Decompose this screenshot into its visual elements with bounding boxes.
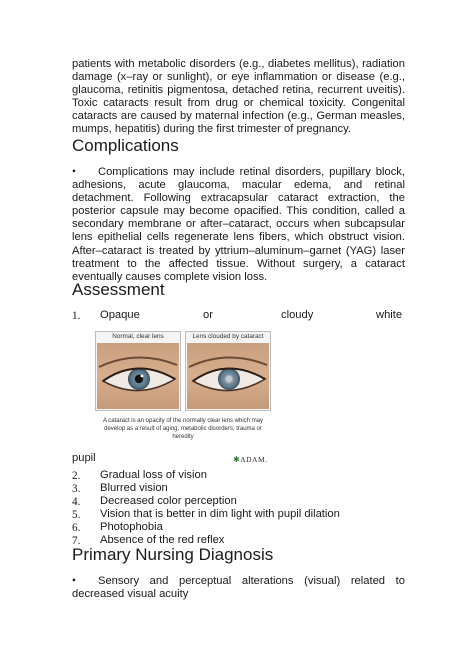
nursing-diagnosis-heading: Primary Nursing Diagnosis	[72, 545, 274, 564]
list-item: Vision that is better in dim light with pupil dilation	[100, 508, 340, 520]
complications-heading: Complications	[72, 136, 179, 155]
intro-paragraph: patients with metabolic disorders (e.g., diabetes mellitus), radiation damage (x–ray or sunlight), or eye inflammation or disease (e.g., glaucoma, retinitis pigmentosa, detached retina, recurrent uveitis). Toxic cataracts result from drug or chemical toxicity. Congenital cataracts are caused by maternal infection (e.g., German measles, mumps, hepatitis) during the first trimester of pregnancy.	[72, 58, 405, 136]
list-item: Photophobia	[100, 521, 163, 533]
cataract-eye-image	[187, 343, 269, 409]
assessment-heading: Assessment	[72, 280, 165, 299]
nursing-diagnosis-paragraph	[72, 575, 405, 601]
list-number: 4.	[72, 496, 81, 508]
adam-star-icon: ✱	[233, 455, 241, 464]
list-item: Decreased color perception	[100, 495, 237, 507]
item1-word-2: or	[203, 309, 213, 321]
list-item: Blurred vision	[100, 482, 168, 494]
item1-continuation: pupil	[72, 452, 96, 464]
list-item: Absence of the red reflex	[100, 534, 225, 546]
list-number: 5.	[72, 509, 81, 521]
list-item: Gradual loss of vision	[100, 469, 207, 481]
list-number: 3.	[72, 483, 81, 495]
list-number: 7.	[72, 535, 81, 547]
normal-eye-panel	[95, 331, 181, 411]
list-number: 1.	[72, 310, 81, 322]
bullet-icon: •	[72, 575, 76, 587]
bullet-icon: •	[72, 166, 76, 178]
normal-eye-image	[97, 343, 179, 409]
cataract-figure	[95, 331, 271, 447]
list-number: 6.	[72, 522, 81, 534]
figure-caption: A cataract is an opacity of the normally clear lens which may develop as a result of aging, metabolic disorders, trauma or heredity	[102, 418, 264, 440]
complications-paragraph	[72, 166, 405, 284]
item1-word-4: white	[376, 309, 403, 321]
clouded-lens-label: Lens clouded by cataract	[192, 333, 264, 340]
item1-word-1: Opaque	[100, 309, 140, 321]
cataract-eye-panel	[185, 331, 271, 411]
nursing-diagnosis-text: Sensory and perceptual alterations (visual) related to decreased visual acuity	[72, 575, 405, 601]
normal-lens-label: Normal, clear lens	[112, 333, 164, 340]
list-number: 2.	[72, 470, 81, 482]
complications-text: Complications may include retinal disorders, pupillary block, adhesions, acute glaucoma, macular edema, and retinal detachment. Following extracapsular cataract extraction, the posterior capsule may become opacified. This condition, called a secondary membrane or after–cataract, occurs when subcapsular lens epithelial cells regenerate lens fibers, which obstruct vision. After–cataract is treated by yttrium–aluminum–garnet (YAG) laser treatment to the affected tissue. Without surgery, a cataract eventually causes complete vision loss.	[72, 166, 405, 283]
adam-logo	[233, 455, 268, 464]
item1-word-3: cloudy	[281, 309, 314, 321]
adam-logo-text: ADAM.	[240, 455, 268, 464]
